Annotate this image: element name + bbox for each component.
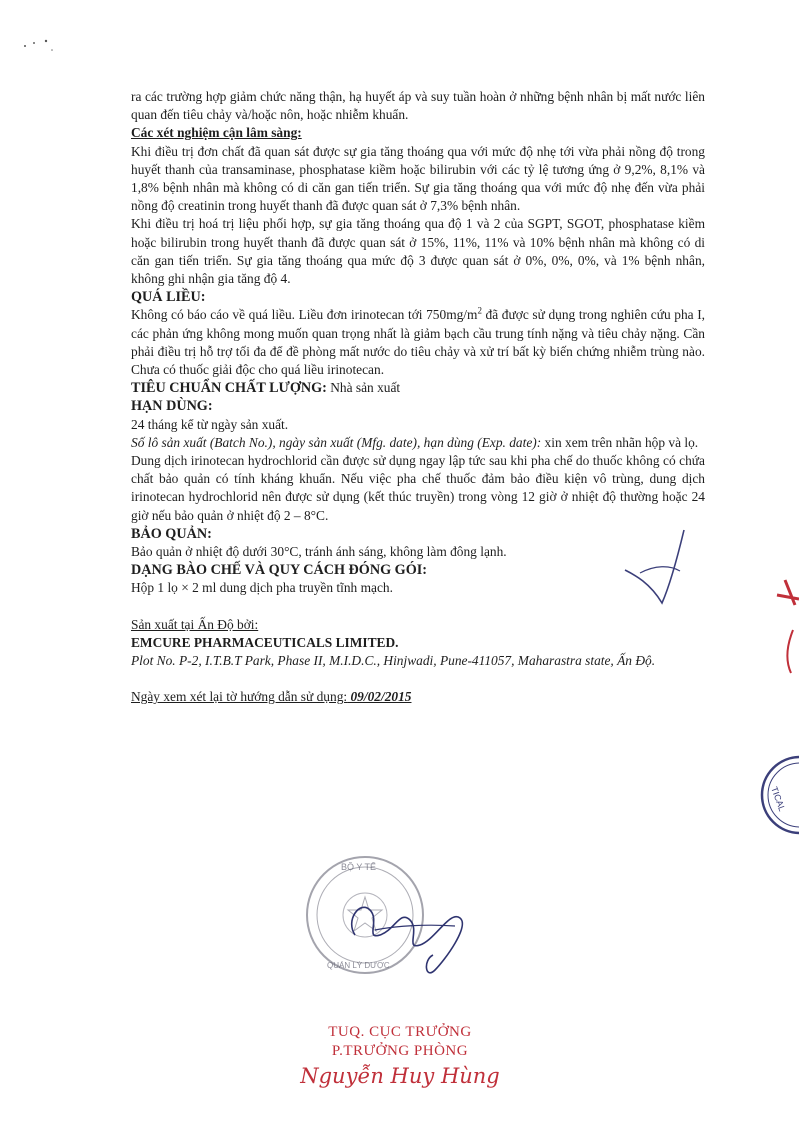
- scan-speckles: [22, 38, 62, 63]
- paragraph-storage: Bảo quản ở nhiệt độ dưới 30°C, tránh ánh sáng, không làm đông lạnh.: [131, 544, 507, 560]
- heading-dosage-form: DẠNG BÀO CHẾ VÀ QUY CÁCH ĐÓNG GÓI:: [131, 562, 427, 579]
- paragraph-renal: ra các trường hợp giảm chức năng thận, hạ huyết áp và suy tuần hoàn ở những bệnh nhân bị mất nước liên quan đến tiêu chảy và/hoặc nôn, hoặc nhiễm khuẩn.: [131, 89, 705, 123]
- spacer: [131, 670, 705, 688]
- paragraph-expiry-batch: Số lô sản xuất (Batch No.), ngày sản xuất (Mfg. date), hạn dùng (Exp. date): xin xem trên nhãn hộp và lọ.: [131, 434, 699, 450]
- heading-expiry: HẠN DÙNG:: [131, 398, 213, 415]
- svg-text:TICAL: TICAL: [769, 785, 788, 813]
- signature-title: TUQ. CỤC TRƯỞNG: [328, 1024, 472, 1040]
- blue-stamp-edge: [745, 750, 799, 840]
- svg-text:QUẢN LÝ DƯỢC: QUẢN LÝ DƯỢC: [327, 961, 390, 970]
- signature-block: [300, 1023, 500, 1091]
- red-stamp-edge-top: [755, 575, 799, 675]
- paragraph-expiry-months: 24 tháng kể từ ngày sản xuất.: [131, 416, 289, 432]
- manufacturer-address: Plot No. P-2, I.T.B.T Park, Phase II, M.I.D.C., Hinjwadi, Pune-411057, Maharastra state, Ấn Độ.: [131, 653, 656, 669]
- signer-name: Nguyễn Huy Hùng: [300, 1064, 500, 1088]
- manufacturer-name: EMCURE PHARMACEUTICALS LIMITED.: [131, 634, 399, 650]
- signature-position: P.TRƯỞNG PHÒNG: [331, 1043, 469, 1059]
- paragraph-overdose: Không có báo cáo về quá liều. Liều đơn irinotecan tới $750mg/m^2$ đã được sử dụng trong nghiên cứu pha I, các phản ứng không mong muốn quan trọng nhất là giảm bạch cầu trung tính nặng và tiêu chảy nặng. Cần phải điều trị hỗ trợ tối đa để đề phòng mất nước do tiêu chảy và xử trí bất kỳ biến chứng nhiễm trùng nào. Chưa có thuốc giải độc cho quá liều irinotecan.: [131, 305, 705, 378]
- heading-storage: BẢO QUẢN:: [131, 525, 212, 542]
- made-in-label: Sản xuất tại Ấn Độ bởi:: [131, 616, 259, 632]
- official-stamp: [285, 840, 485, 990]
- ink-check-mark: [600, 525, 710, 615]
- heading-lab-tests: Các xét nghiệm cận lâm sàng:: [131, 125, 302, 141]
- paragraph-lab-monotherapy: Khi điều trị đơn chất đã quan sát được sự gia tăng thoáng qua với mức độ nhẹ tới vừa phải nồng độ trong huyết thanh của transaminase, phosphatase kiềm hoặc bilirubin với các tỷ lệ tương ứng ở 9,2%, 8,1% và 1,8% bệnh nhân mà không có di căn gan tiến triển. Sự gia tăng thoáng qua với mức độ nhẹ đến vừa phải nồng độ creatinin trong huyết thanh đã được quan sát ở 7,3% bệnh nhân.: [131, 143, 705, 214]
- paragraph-expiry-solution: Dung dịch irinotecan hydrochlorid cần được sử dụng ngay lập tức sau khi pha chế do thuốc không có chứa chất bảo quản có tính kháng khuẩn. Nếu việc pha chế thuốc đảm bảo điều kiện vô trùng, dung dịch irinotecan hydrochlorid nên được sử dụng (kết thúc truyền) trong vòng 12 giờ ở nhiệt độ thường hoặc 24 giờ nếu bảo quản ở nhiệt độ 2 – 8°C.: [131, 453, 705, 523]
- paragraph-lab-combination: Khi điều trị hoá trị liệu phối hợp, sự gia tăng thoáng qua độ 1 và 2 của SGPT, SGOT, phosphatase kiềm hoặc bilirubin trong huyết thanh đã được quan sát ở 15%, 11%, 11% và 10% bệnh nhân mà không có di căn gan tiến triển. Sự gia tăng thoáng qua mức độ 3 được quan sát ở 0%, 0%, 0%, và 1% bệnh nhân, không ghi nhận gia tăng độ 4.: [131, 216, 705, 287]
- quality-standard: TIÊU CHUẨN CHẤT LƯỢNG: Nhà sản xuất: [131, 380, 401, 397]
- svg-text:BỘ Y TẾ: BỘ Y TẾ: [341, 862, 377, 872]
- review-date-line: Ngày xem xét lại tờ hướng dẫn sử dụng: 09/02/2015: [131, 689, 412, 705]
- paragraph-dosage-form: Hộp 1 lọ × 2 ml dung dịch pha truyền tĩnh mạch.: [131, 580, 393, 596]
- heading-overdose: QUÁ LIỀU:: [131, 289, 206, 306]
